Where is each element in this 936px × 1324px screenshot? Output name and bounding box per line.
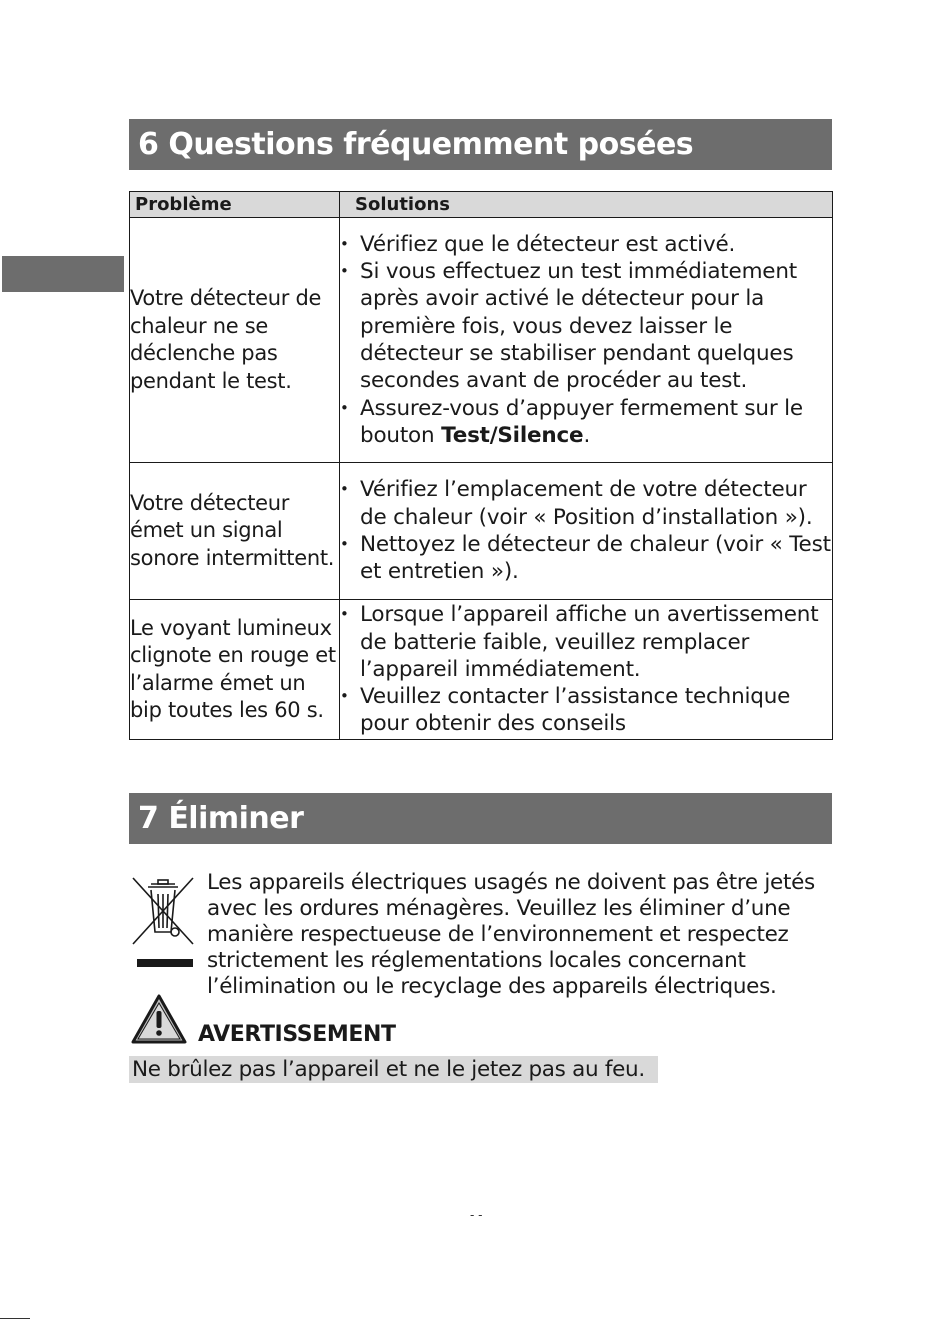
- solutions-cell: [340, 218, 833, 463]
- header-solutions: Solutions: [340, 192, 833, 218]
- faq-table: [129, 191, 833, 740]
- solution-item: • Nettoyez le détecteur de chaleur (voir « Test et entretien »).: [340, 531, 832, 586]
- table-row: [130, 218, 833, 463]
- table-header-row: [130, 192, 833, 218]
- page-number-marker: - -: [470, 1208, 483, 1222]
- corner-crop-mark: [0, 1318, 30, 1319]
- solution-item: • Vérifiez l’emplacement de votre détecteur de chaleur (voir « Position d’installation »).: [340, 476, 832, 531]
- solution-trailing: .: [583, 422, 591, 448]
- table-row: [130, 463, 833, 600]
- solution-text: Assurez-vous d’appuyer fermement sur le bouton: [360, 395, 803, 448]
- solutions-cell: [340, 600, 833, 740]
- weee-crossed-bin-icon: [131, 874, 195, 974]
- warning-title: AVERTISSEMENT: [198, 1022, 396, 1047]
- section-7-title: 7 Éliminer: [129, 793, 832, 844]
- side-tab-marker: [2, 256, 124, 292]
- warning-triangle-icon: [130, 993, 188, 1045]
- solution-item: • Veuillez contacter l’assistance technique pour obtenir des conseils: [340, 683, 832, 738]
- warning-text: Ne brûlez pas l’appareil et ne le jetez pas au feu.: [129, 1056, 658, 1083]
- table-row: [130, 600, 833, 740]
- problem-cell: Le voyant lumineux clignote en rouge et l’alarme émet un bip toutes les 60 s.: [130, 600, 340, 740]
- disposal-text: Les appareils électriques usagés ne doivent pas être jetés avec les ordures ménagères. Veuillez les éliminer d’une manière respectueuse de l’environnement et respectez strictement les réglementations locales concernant l’élimination ou le recyclage des appareils électriques.: [207, 870, 815, 999]
- header-probleme: Problème: [130, 192, 340, 218]
- solution-item: • Vérifiez que le détecteur est activé.: [340, 231, 832, 258]
- section-6-title: 6 Questions fréquemment posées: [129, 119, 832, 170]
- solution-item: • Si vous effectuez un test immédiatement après avoir activé le détecteur pour la première fois, vous devez laisser le détecteur se stabiliser pendant quelques secondes avant de procéder au test.: [340, 258, 832, 394]
- problem-cell: Votre détecteur de chaleur ne se déclenche pas pendant le test.: [130, 218, 340, 463]
- test-silence-button-name: Test/Silence: [441, 422, 584, 448]
- problem-cell: Votre détecteur émet un signal sonore intermittent.: [130, 463, 340, 600]
- solutions-cell: [340, 463, 833, 600]
- solution-item: [340, 395, 832, 450]
- solution-item: • Lorsque l’appareil affiche un avertissement de batterie faible, veuillez remplacer l’appareil immédiatement.: [340, 601, 832, 683]
